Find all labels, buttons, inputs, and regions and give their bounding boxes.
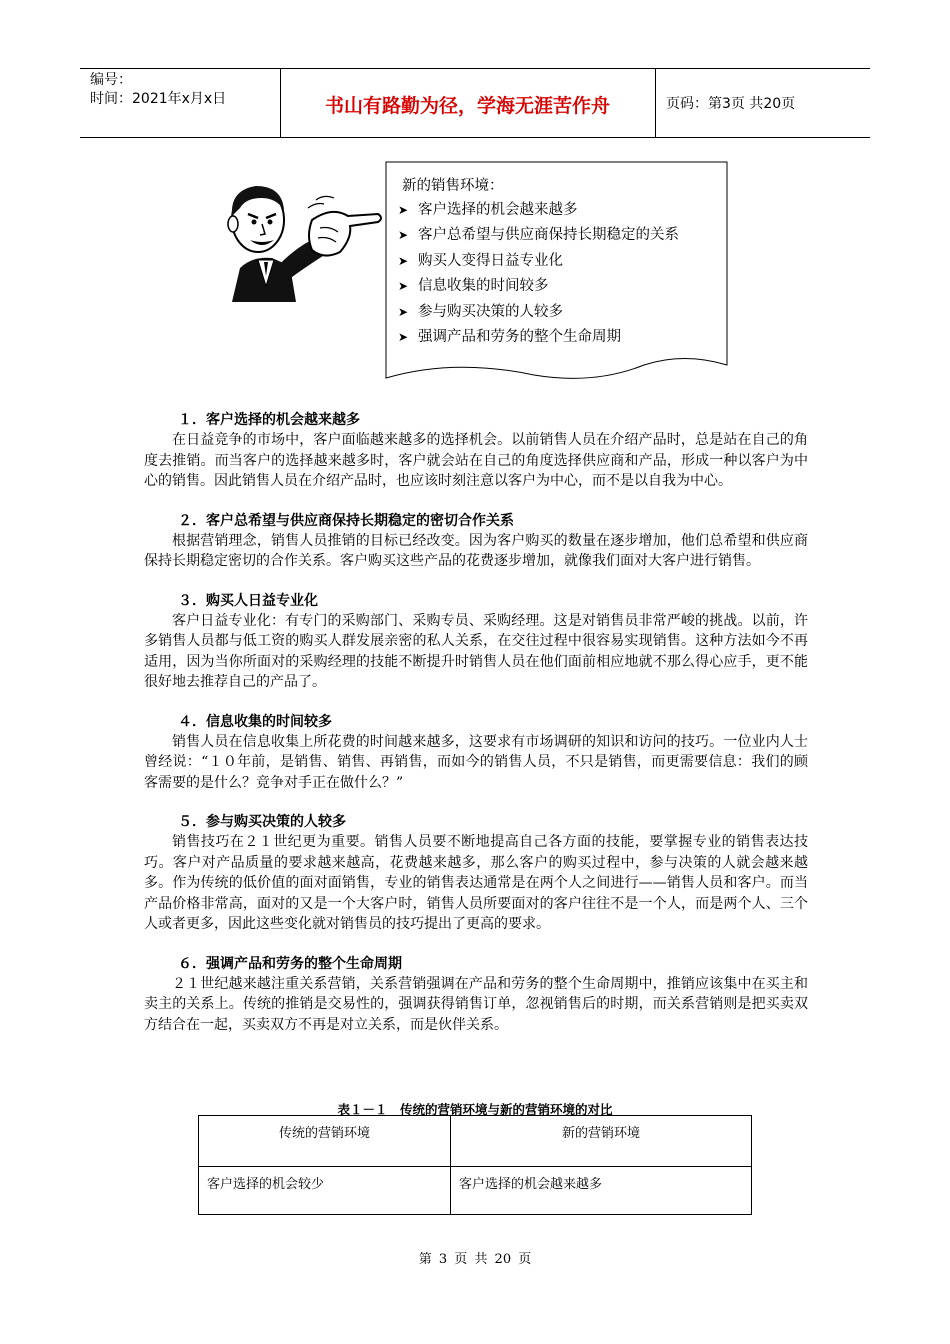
list-item: ➤ 购买人变得日益专业化: [398, 249, 679, 274]
section-body: 销售技巧在２１世纪更为重要。销售人员要不断地提高自己各方面的技能，要掌握专业的销售表达技巧。客户对产品质量的要求越来越高，花费越来越多，那么客户的购买过程中，参与决策的人就会越来越多。作为传统的低价值的面对面销售，专业的销售表达通常是在两个人之间进行——销售人员和客户。而当产品价格非常高，面对的又是一个大客户时，销售人员所要面对的客户往往不是一个人，而是两个人、三个人或者更多，因此这些变化就对销售员的技巧提出了更高的要求。: [144, 834, 808, 932]
arrow-bullet-icon: ➤: [398, 304, 409, 319]
arrow-bullet-icon: ➤: [398, 203, 409, 217]
section-body: 销售人员在信息收集上所花费的时间越来越多，这要求有市场调研的知识和访问的技巧。一位业内人士曾经说：“１０年前，是销售、销售、再销售，而如今的销售人员，不只是销售，而更需要信息：我们的顾客需要的是什么？竞争对手正在做什么？”: [144, 733, 808, 791]
section-heading: ５．参与购买决策的人较多: [178, 814, 346, 830]
section-body: 客户日益专业化：有专门的采购部门、采购专员、采购经理。这是对销售员非常严峻的挑战。以前，许多销售人员都与低工资的购买人群发展亲密的私人关系，在交往过程中很容易实现销售。这种方法如今不再适用，因为当你所面对的采购经理的技能不断提升时销售人员在他们面前相应地就不那么得心应手，更不能很好地去推荐自己的产品了。: [144, 612, 808, 690]
page-footer: 第 3 页 共 20 页: [418, 1252, 532, 1267]
section-body: 在日益竞争的市场中，客户面临越来越多的选择机会。以前销售人员在介绍产品时，总是站在自己的角度去推销。而当客户的选择越来越多时，客户就会站在自己的角度选择供应商和产品，形成一种以客户为中心的销售。因此销售人员在介绍产品时，也应该时刻注意以客户为中心，而不是以自我为中心。: [144, 432, 808, 489]
table-cell: 客户选择的机会越来越多: [451, 1167, 752, 1215]
section-heading: ２．客户总希望与供应商保持长期稳定的密切合作关系: [178, 512, 514, 529]
table-header-cell: 新的营销环境: [451, 1116, 752, 1167]
page-header: [80, 68, 870, 138]
section-heading: １．客户选择的机会越来越多: [178, 412, 360, 428]
header-page-info: 页码：第3页 共20页: [666, 96, 796, 112]
table-caption: 表１－１ 传统的营销环境与新的营销环境的对比: [337, 1102, 613, 1117]
section-heading: ４．信息收集的时间较多: [178, 713, 332, 730]
env-box-title: 新的销售环境：: [402, 178, 504, 194]
list-item: ➤ 参与购买决策的人较多: [398, 300, 679, 325]
list-item: ➤ 客户选择的机会越来越多: [398, 198, 679, 223]
header-divider: [655, 69, 656, 137]
doc-number-label: 编号：: [90, 72, 132, 88]
arrow-bullet-icon: ➤: [398, 228, 409, 243]
section-heading: ３．购买人日益专业化: [178, 592, 318, 609]
section-body: ２１世纪越来越注重关系营销，关系营销强调在产品和劳务的整个生命周期中，推销应该集中在买主和卖主的关系上。传统的推销是交易性的，强调获得销售订单，忽视销售后的时期，而关系营销则是把买卖双方结合在一起，买卖双方不再是对立关系，而是伙伴关系。: [144, 975, 808, 1033]
main-content: [144, 410, 808, 1054]
arrow-bullet-icon: ➤: [398, 253, 409, 268]
section-heading: ６．强调产品和劳务的整个生命周期: [178, 955, 402, 972]
table-header-cell: 传统的营销环境: [199, 1116, 451, 1167]
comparison-table: [198, 1115, 752, 1215]
header-motto: 书山有路勤为径，学海无涯苦作舟: [324, 95, 610, 117]
table-cell: 客户选择的机会较少: [199, 1167, 451, 1215]
section: [144, 812, 808, 935]
section-body: 根据营销理念，销售人员推销的目标已经改变。因为客户购买的数量在逐步增加，他们总希望和供应商保持长期稳定密切的合作关系。客户购买这些产品的花费逐步增加，就像我们面对大客户进行销售。: [144, 532, 808, 569]
arrow-bullet-icon: ➤: [398, 279, 409, 294]
section: [144, 410, 808, 492]
section: [144, 511, 808, 572]
list-item: ➤ 信息收集的时间较多: [398, 274, 679, 299]
table-header-row: [199, 1116, 752, 1167]
table-row: [199, 1167, 752, 1215]
doc-date-label: 时间：2021年x月x日: [90, 91, 227, 107]
list-item: ➤ 强调产品和劳务的整个生命周期: [398, 325, 679, 350]
env-box-list: [398, 198, 679, 350]
header-meta: [90, 71, 226, 109]
section: [144, 954, 808, 1036]
section: [144, 591, 808, 693]
new-sales-environment-box: [384, 160, 729, 390]
section: [144, 712, 808, 794]
list-item: ➤ 客户总希望与供应商保持长期稳定的关系: [398, 223, 679, 248]
arrow-bullet-icon: ➤: [398, 329, 409, 344]
pointing-salesman-illustration: [212, 176, 384, 302]
